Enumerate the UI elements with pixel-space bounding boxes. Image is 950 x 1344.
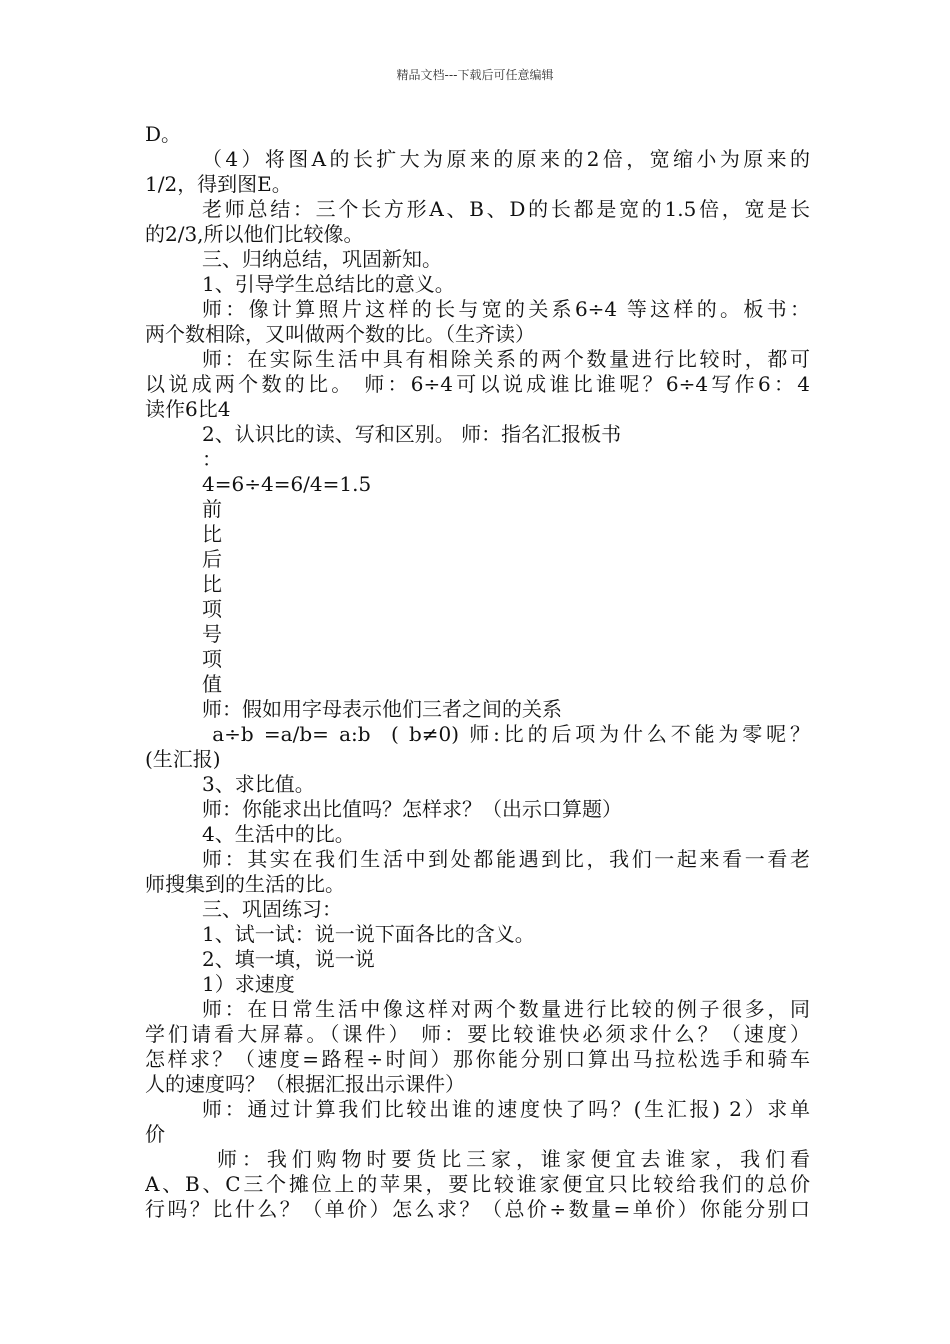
- text-line: 师：你能求出比值吗？怎样求？（出示口算题）: [202, 797, 622, 821]
- text-line: 师：我们购物时要货比三家，谁家便宜去谁家，我们看: [217, 1147, 810, 1171]
- formula-line: a÷b =a/b= a:b ( b≠0) 师:比的后项为什么不能为零呢？: [202, 722, 810, 746]
- board-char: 项: [202, 647, 222, 671]
- board-char: 比: [202, 572, 222, 596]
- text-line: 师：假如用字母表示他们三者之间的关系: [202, 697, 562, 721]
- text-line: 1/2，得到图E。: [145, 172, 292, 196]
- text-line: 行吗？比什么？（单价）怎么求？（总价÷数量=单价）你能分别口: [145, 1197, 810, 1221]
- text-line: 1、引导学生总结比的意义。: [202, 272, 455, 296]
- text-line: 读作6比4: [145, 397, 231, 421]
- board-char: 项: [202, 597, 222, 621]
- text-line: 2、填一填，说一说: [202, 947, 375, 971]
- text-line: (生汇报): [145, 747, 221, 771]
- text-line: （4）将图A的长扩大为原来的原来的2倍，宽缩小为原来的: [202, 147, 810, 171]
- text-line: 1）求速度: [202, 972, 295, 996]
- text-line: 师搜集到的生活的比。: [145, 872, 345, 896]
- text-line: A、B、C三个摊位上的苹果，要比较谁家便宜只比较给我们的总价: [145, 1172, 810, 1196]
- formula-line: 4=6÷4=6/4=1.5: [202, 472, 372, 496]
- text-line: 3、求比值。: [202, 772, 315, 796]
- text-line: 怎样求？（速度=路程÷时间）那你能分别口算出马拉松选手和骑车: [145, 1047, 810, 1071]
- text-line: 师：其实在我们生活中到处都能遇到比，我们一起来看一看老: [202, 847, 810, 871]
- text-line: 的2/3,所以他们比较像。: [145, 222, 364, 246]
- text-line: 以说成两个数的比。 师：6÷4可以说成谁比谁呢？6÷4写作6：4: [145, 372, 810, 396]
- text-line: 学们请看大屏幕。（课件） 师：要比较谁快必须求什么？（速度）: [145, 1022, 810, 1046]
- text-line: 人的速度吗？（根据汇报出示课件）: [145, 1072, 465, 1096]
- text-line: 价: [145, 1122, 165, 1146]
- text-line: 4、生活中的比。: [202, 822, 355, 846]
- text-line: 师：像计算照片这样的长与宽的关系6÷4 等这样的。板书：: [202, 297, 810, 321]
- text-line: 1、试一试：说一说下面各比的含义。: [202, 922, 535, 946]
- board-char: 后: [202, 547, 222, 571]
- text-line: 2、认识比的读、写和区别。 师：指名汇报板书: [202, 422, 622, 446]
- board-char: 值: [202, 672, 222, 696]
- board-char: 前: [202, 497, 222, 521]
- page-header: 精品文档---下载后可任意编辑: [396, 68, 554, 82]
- text-line: ：: [202, 447, 222, 471]
- document-body: [145, 122, 810, 1222]
- text-line: D。: [145, 122, 182, 146]
- board-char: 比: [202, 522, 222, 546]
- section-heading: 三、巩固练习：: [202, 897, 342, 921]
- text-line: 师：在日常生活中像这样对两个数量进行比较的例子很多，同: [202, 997, 810, 1021]
- section-heading: 三、归纳总结，巩固新知。: [202, 247, 442, 271]
- text-line: 师：通过计算我们比较出谁的速度快了吗？(生汇报) 2）求单: [202, 1097, 810, 1121]
- text-line: 两个数相除，又叫做两个数的比。（生齐读）: [145, 322, 535, 346]
- text-line: 师：在实际生活中具有相除关系的两个数量进行比较时，都可: [202, 347, 810, 371]
- board-char: 号: [202, 622, 222, 646]
- text-line: 老师总结：三个长方形A、B、D的长都是宽的1.5倍，宽是长: [202, 197, 810, 221]
